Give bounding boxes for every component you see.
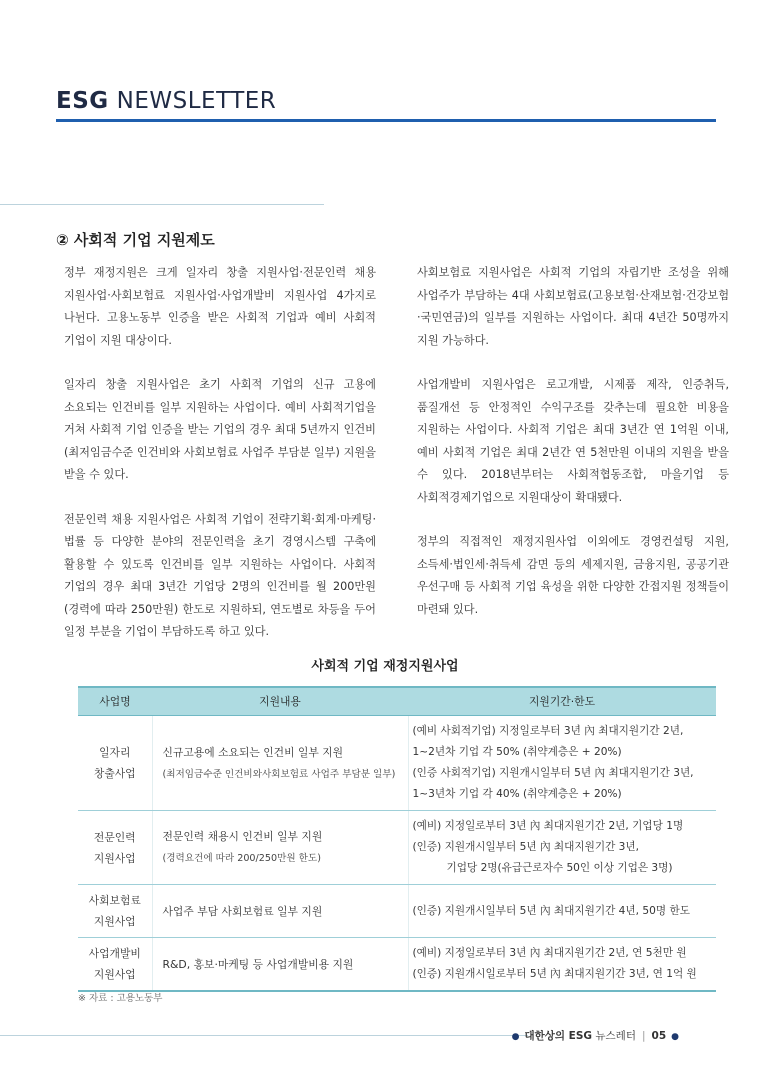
footer-rule	[0, 1035, 528, 1036]
brand-newsletter: NEWSLETTER	[116, 88, 277, 114]
footer-publication: 대한상의 ESG	[524, 1030, 593, 1042]
right-paragraph-2: 사업개발비 지원사업은 로고개발, 시제품 제작, 인증취득, 품질개선 등 안정적인 수익구조를 갖추는데 필요한 비용을 지원하는 사업이다. 사회적 기업은 최대 3년간 연 1억원 이내, 예비 사회적 기업은 최대 2년간 연 5천만원 이내의 지원을 받을 수 있다. 2018년부터는 사회적협동조합, 마을기업 등 사회적경제기업으로 지원대상이 확대됐다.	[417, 378, 729, 504]
program-name: 사업개발비 지원사업	[78, 938, 152, 992]
header-period: 지원기간·한도	[408, 687, 716, 716]
program-content: 전문인력 채용시 인건비 일부 지원 (경력요건에 따라 200/250만원 한도)	[152, 811, 408, 885]
content-note: (경력요건에 따라 200/250만원 한도)	[162, 853, 321, 864]
program-content: 사업주 부담 사회보험료 일부 지원	[152, 885, 408, 938]
left-paragraph-2: 일자리 창출 지원사업은 초기 사회적 기업의 신규 고용에 소요되는 인건비를 일부 지원하는 사업이다. 예비 사회적기업을 거쳐 사회적 기업 인증을 받는 기업의 경우 최대 5년까지 인건비(최저임금수준 인건비와 사회보험료 사업주 부담분 일부) 지원을 받을 수 있다.	[64, 378, 376, 481]
bullet-icon: ●	[511, 1032, 520, 1042]
table-title: 사회적 기업 재정지원사업	[311, 659, 459, 674]
section-divider	[0, 204, 324, 205]
program-period: (예비) 지정일로부터 3년 內 최대지원기간 2년, 연 5천만 원 (인증) 지원개시일로부터 5년 內 최대지원기간 3년, 연 1억 원	[408, 938, 716, 992]
header-rule	[56, 119, 716, 122]
right-column	[417, 262, 729, 643]
table-row	[78, 716, 716, 811]
program-name: 일자리 창출사업	[78, 716, 152, 811]
table-row	[78, 938, 716, 992]
section-title: ② 사회적 기업 지원제도	[56, 231, 215, 249]
brand-esg: ESG	[56, 88, 109, 114]
table-source: ※ 자료 : 고용노동부	[78, 993, 163, 1004]
left-paragraph-3: 전문인력 채용 지원사업은 사회적 기업이 전략기획·회계·마케팅·법률 등 다양한 분야의 전문인력을 초기 경영시스템 구축에 활용할 수 있도록 인건비를 일부 지원하는 사업이다. 사회적 기업의 경우 최대 3년간 기업당 2명의 인건비를 월 200만원(경력에 따라 250만원) 한도로 지원하되, 연도별로 차등을 두어 일정 부분을 기업이 부담하도록 하고 있다.	[64, 512, 376, 638]
newsletter-brand	[56, 88, 276, 114]
support-table	[78, 686, 716, 992]
program-content: 신규고용에 소요되는 인건비 일부 지원 (최저임금수준 인건비와사회보험료 사업주 부담분 일부)	[152, 716, 408, 811]
program-name: 사회보험료 지원사업	[78, 885, 152, 938]
bullet-icon: ●	[671, 1032, 679, 1042]
footer-separator: |	[641, 1030, 646, 1042]
table-row	[78, 811, 716, 885]
page-footer	[507, 1028, 684, 1043]
header-content: 지원내용	[152, 687, 408, 716]
program-period: (예비) 지정일로부터 3년 內 최대지원기간 2년, 기업당 1명 (인증) 지원개시일부터 5년 內 최대지원기간 3년, 기업당 2명(유급근로자수 50인 이상 기업은 3명)	[408, 811, 716, 885]
program-name: 전문인력 지원사업	[78, 811, 152, 885]
page-number: 05	[651, 1030, 667, 1042]
program-period: (예비 사회적기업) 지정일로부터 3년 內 최대지원기간 2년, 1~2년차 기업 각 50% (취약계층은 + 20%) (인증 사회적기업) 지원개시일부터 5년 內 최대지원기간 3년, 1~3년차 기업 각 40% (취약계층은 + 20%)	[408, 716, 716, 811]
content-note: (최저임금수준 인건비와사회보험료 사업주 부담분 일부)	[162, 768, 396, 780]
header-program: 사업명	[78, 687, 152, 716]
footer-suffix: 뉴스레터	[595, 1030, 636, 1042]
table-row	[78, 885, 716, 938]
left-paragraph-1: 정부 재정지원은 크게 일자리 창출 지원사업·전문인력 채용 지원사업·사회보험료 지원사업·사업개발비 지원사업 4가지로 나뉜다. 고용노동부 인증을 받은 사회적 기업과 예비 사회적 기업이 지원 대상이다.	[64, 266, 376, 347]
program-period: (인증) 지원개시일부터 5년 內 최대지원기간 4년, 50명 한도	[408, 885, 716, 938]
right-paragraph-3: 정부의 직접적인 재정지원사업 이외에도 경영컨설팅 지원, 소득세·법인세·취득세 감면 등의 세제지원, 금융지원, 공공기관 우선구매 등 사회적 기업 육성을 위한 다양한 간접지원 정책들이 마련돼 있다.	[417, 535, 729, 616]
program-content: R&D, 홍보·마케팅 등 사업개발비용 지원	[152, 938, 408, 992]
table-header-row	[78, 687, 716, 716]
left-column	[64, 262, 376, 666]
right-paragraph-1: 사회보험료 지원사업은 사회적 기업의 자립기반 조성을 위해 사업주가 부담하는 4대 사회보험료(고용보험·산재보험·건강보험·국민연금)의 일부를 지원하는 사업이다. 최대 4년간 50명까지 지원 가능하다.	[417, 266, 729, 347]
